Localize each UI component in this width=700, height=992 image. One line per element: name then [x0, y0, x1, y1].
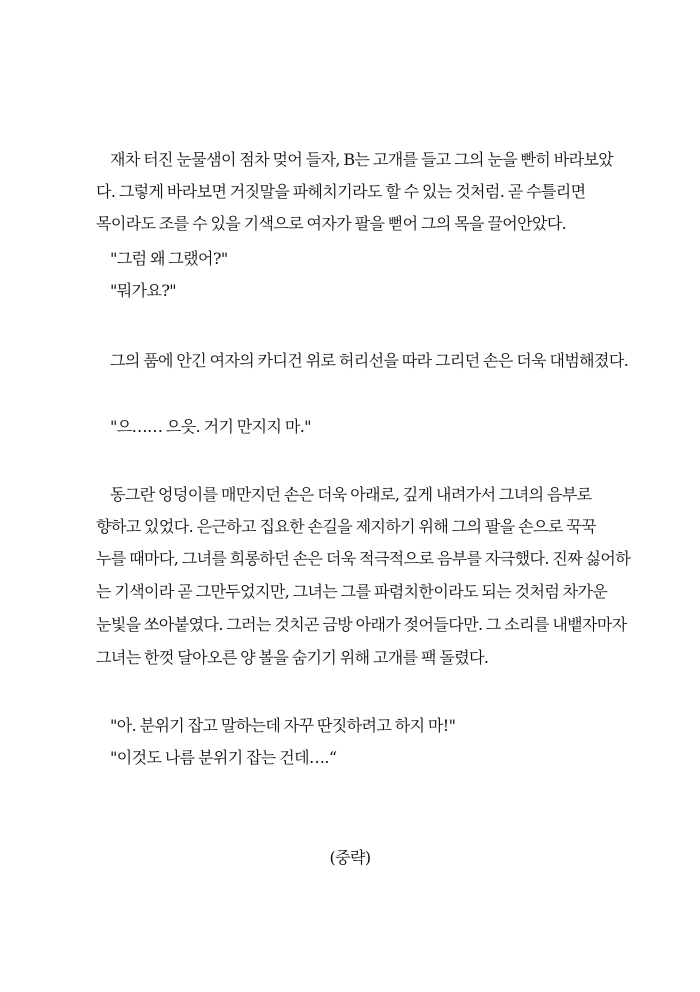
- dialogue-line: "아. 분위기 잡고 말하는데 자꾸 딴짓하려고 하지 마!": [110, 716, 456, 735]
- dialogue-line: "으…… 으읏. 거기 만지지 마.": [110, 417, 311, 436]
- paragraph-2-line-4: 는 기색이라 곧 그만두었지만, 그녀는 그를 파렴치한이라도 되는 것처럼 차가운: [96, 582, 608, 601]
- paragraph-2-line-3: 누를 때마다, 그녀를 희롱하던 손은 더욱 적극적으로 음부를 자극했다. 진짜 싫어하: [96, 549, 631, 568]
- dialogue-line: "이것도 나름 분위기 잡는 건데….“: [110, 748, 337, 767]
- paragraph-2-line-1: 동그란 엉덩이를 매만지던 손은 더욱 아래로, 깊게 내려가서 그녀의 음부로: [110, 485, 592, 504]
- paragraph-line: 그의 품에 안긴 여자의 카디건 위로 허리선을 따라 그리던 손은 더욱 대범해졌다.: [110, 351, 629, 370]
- omission-marker: (중략): [329, 848, 371, 867]
- paragraph-2-line-5: 눈빛을 쏘아붙였다. 그러는 것치곤 금방 아래가 젖어들다만. 그 소리를 내뱉자마자: [96, 615, 627, 634]
- dialogue-line: "뭐가요?": [110, 281, 177, 300]
- paragraph-2-line-6: 그녀는 한껏 달아오른 양 볼을 숨기기 위해 고개를 팩 돌렸다.: [96, 648, 489, 667]
- paragraph-2-line-2: 향하고 있었다. 은근하고 집요한 손길을 제지하기 위해 그의 팔을 손으로 꾹꾹: [96, 517, 596, 536]
- paragraph-1-line-3: 목이라도 조를 수 있을 기색으로 여자가 팔을 뻗어 그의 목을 끌어안았다.: [96, 214, 567, 233]
- dialogue-line: "그럼 왜 그랬어?": [110, 249, 228, 268]
- paragraph-1-line-1: 재차 터진 눈물샘이 점차 멎어 들자, B는 고개를 들고 그의 눈을 빤히 바라보았: [110, 150, 614, 169]
- paragraph-1-line-2: 다. 그렇게 바라보면 거짓말을 파헤치기라도 할 수 있는 것처럼. 곧 수틀리면: [96, 182, 586, 201]
